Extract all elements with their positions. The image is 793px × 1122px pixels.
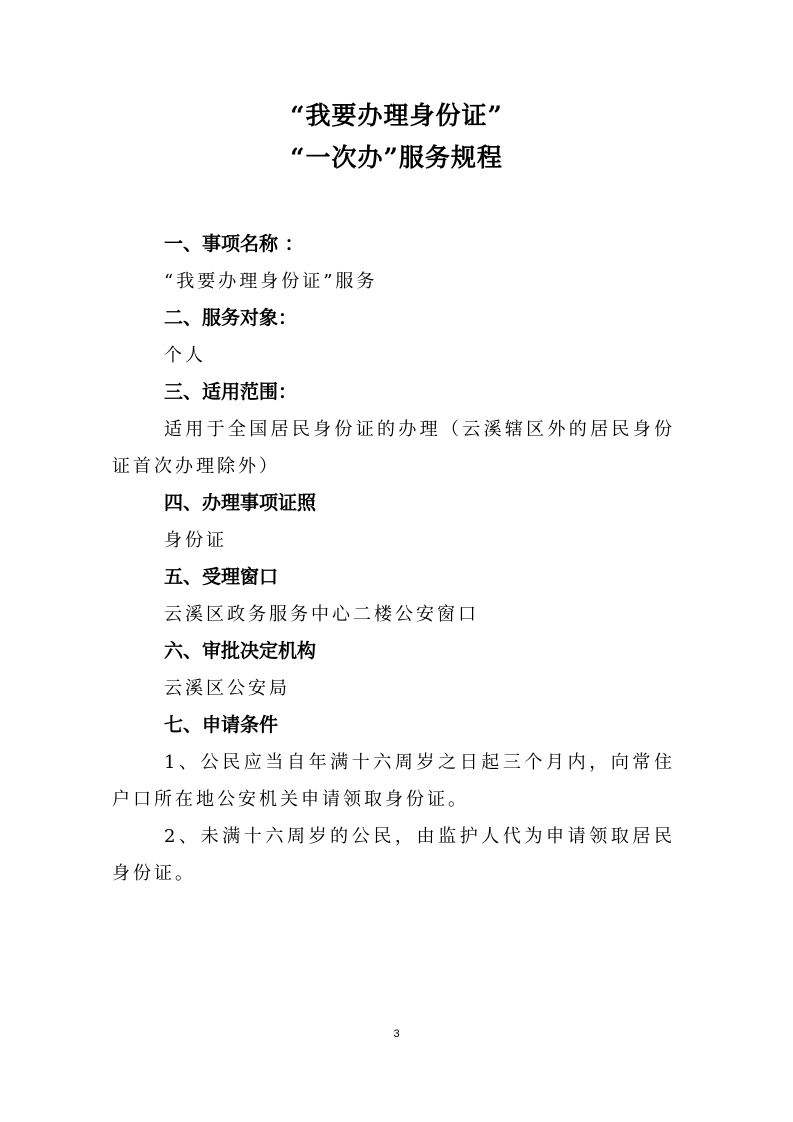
section-text-condition-1: 1、公民应当自年满十六周岁之日起三个月内，向常住户口所在地公安机关申请领取身份证。 [112, 752, 675, 810]
section-heading-authority: 六、审批决定机构 [164, 640, 317, 662]
section-heading-scope: 三、适用范围： [164, 381, 298, 403]
document-title-line-1: “我要办理身份证” [290, 101, 503, 130]
section-heading-item-name: 一、事项名称 ： [164, 233, 304, 255]
document-body [112, 226, 675, 892]
section-text-scope: 适用于全国居民身份证的办理（云溪辖区外的居民身份证首次办理除外） [112, 419, 675, 477]
section-text-condition-2: 2、未满十六周岁的公民，由监护人代为申请领取居民身份证。 [112, 826, 675, 884]
section-text-authority: 云溪区公安局 [164, 678, 290, 699]
section-text-certificate: 身份证 [164, 530, 227, 551]
section-heading-service-target: 二、服务对象： [164, 307, 298, 329]
section-heading-window: 五、受理窗口 [164, 566, 279, 588]
section-text-service-target: 个人 [164, 345, 206, 366]
section-text-item-name: “我要办理身份证”服务 [164, 271, 378, 292]
section-heading-certificate: 四、办理事项证照 [164, 492, 317, 514]
section-text-window: 云溪区政务服务中心二楼公安窗口 [164, 604, 479, 625]
document-title-line-2: “一次办”服务规程 [290, 143, 503, 172]
page-number: 3 [393, 1028, 400, 1040]
section-heading-conditions: 七、申请条件 [164, 714, 279, 736]
